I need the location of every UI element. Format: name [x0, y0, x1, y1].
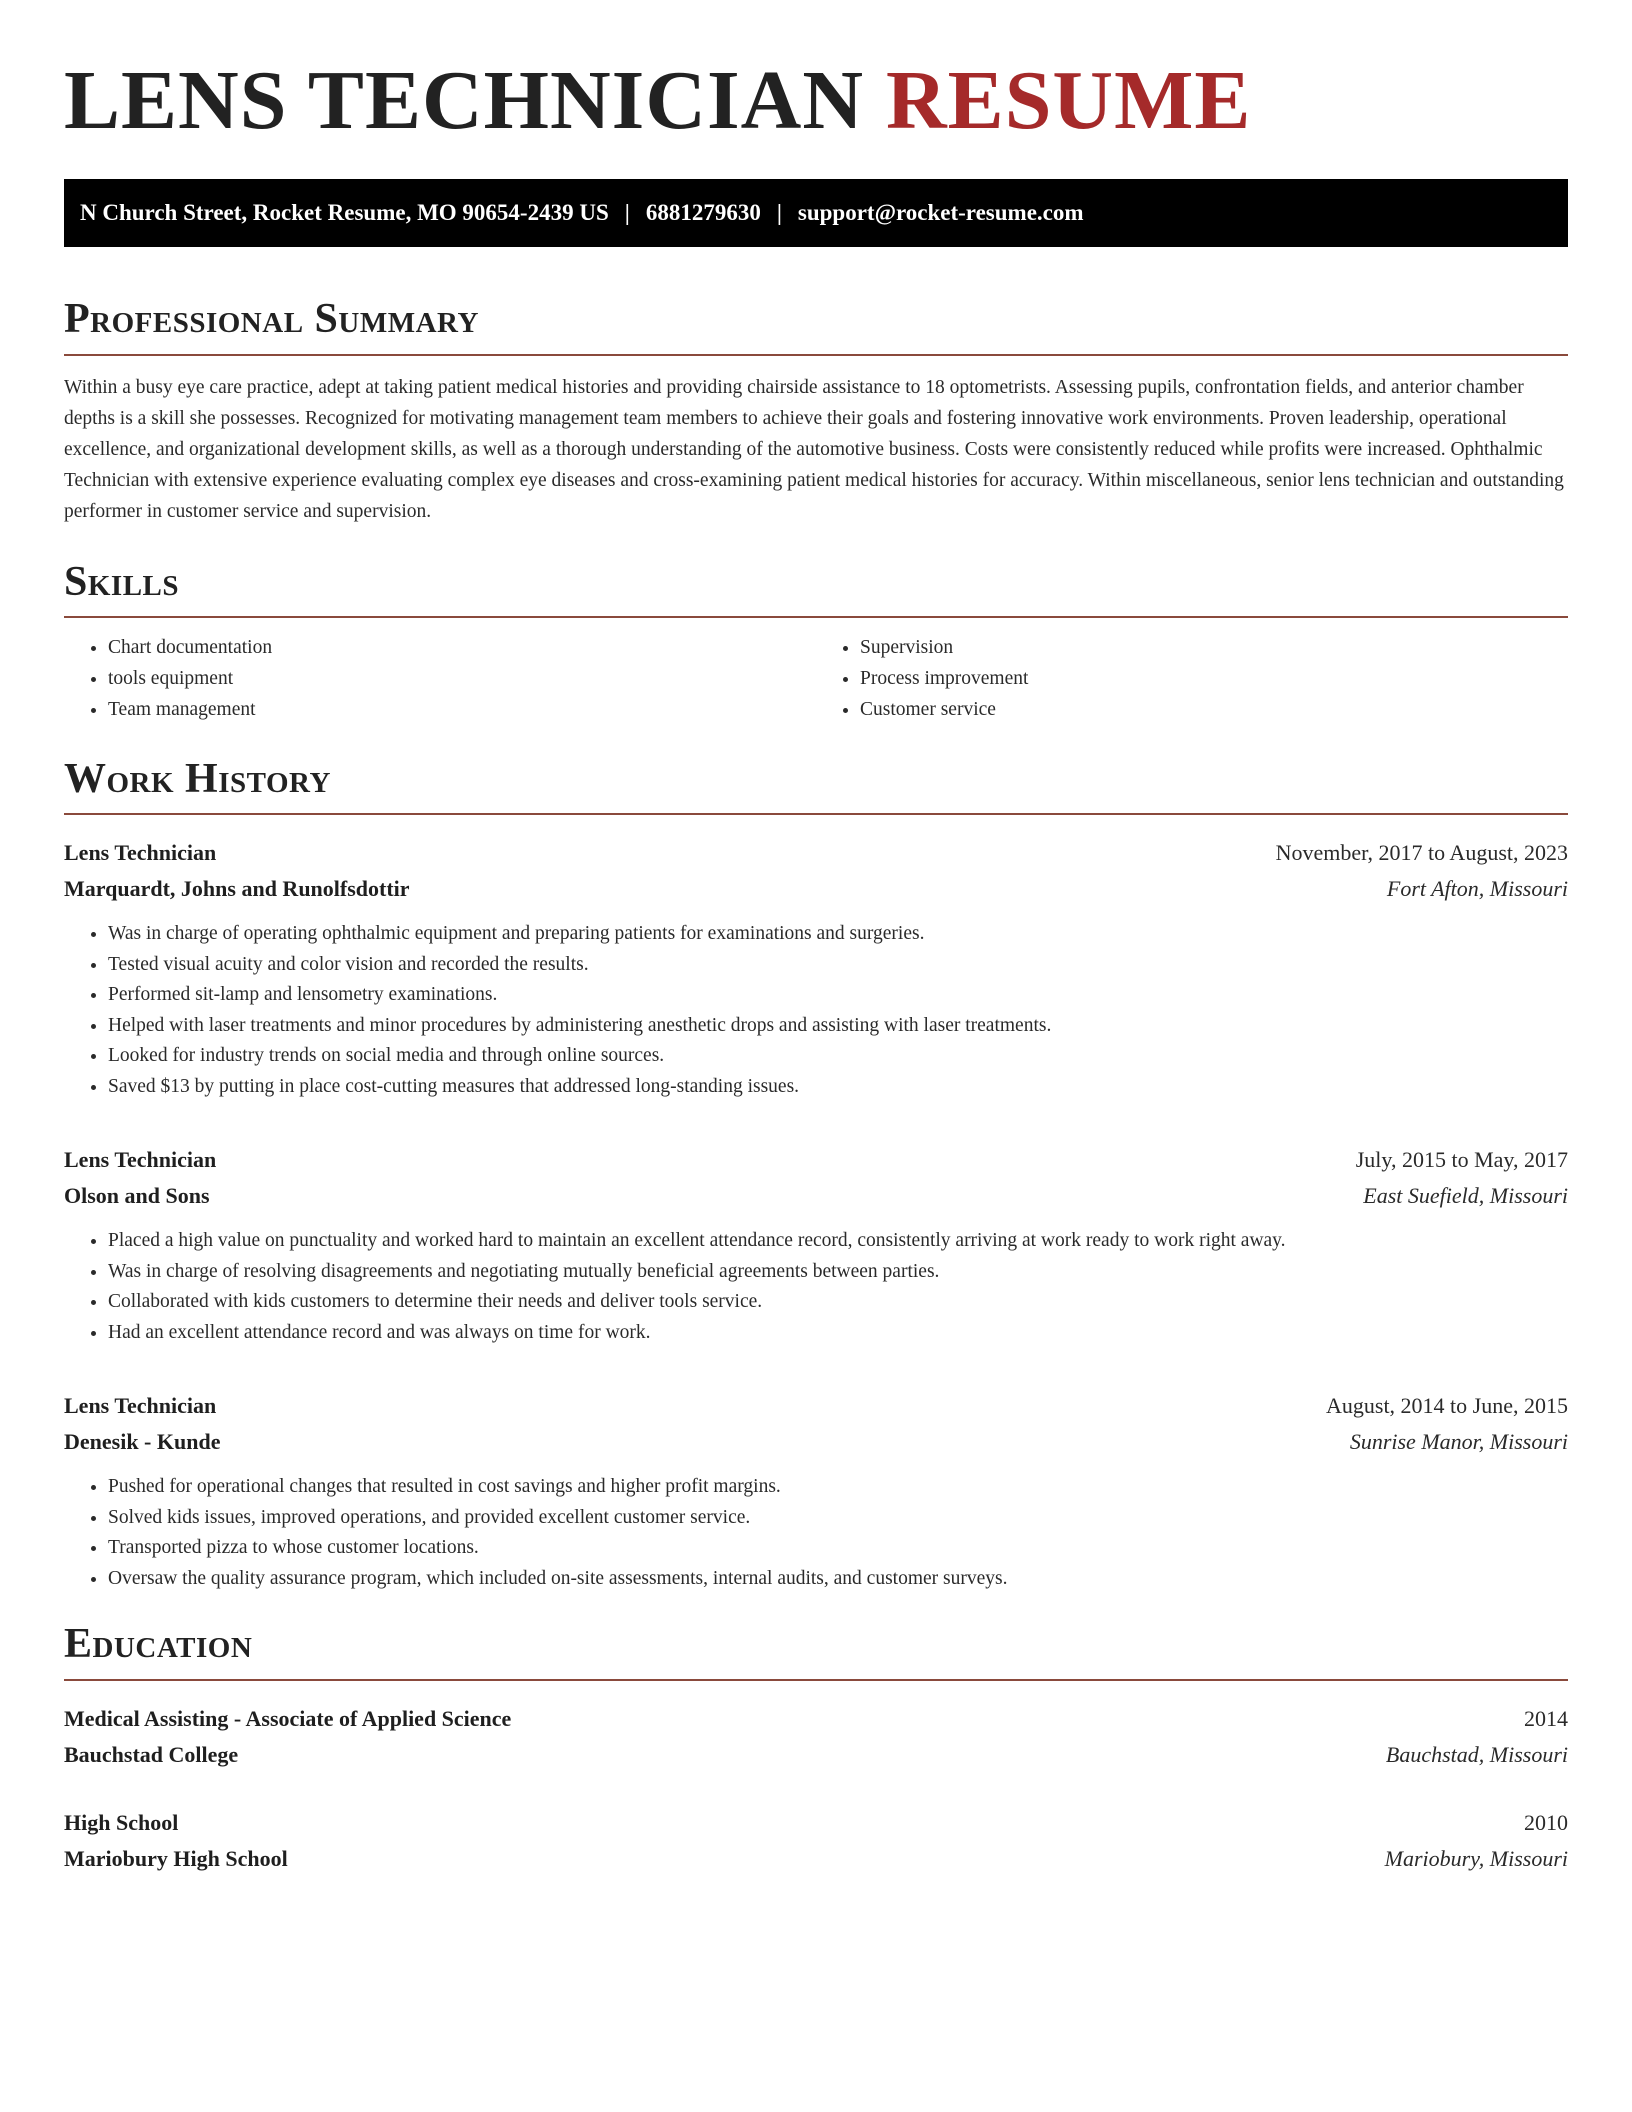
job-location: East Suefield, Missouri: [1363, 1183, 1568, 1209]
job-header-row: [64, 835, 1568, 871]
contact-email: support@rocket-resume.com: [797, 200, 1084, 226]
job-location: Fort Afton, Missouri: [1386, 876, 1568, 902]
education-year: 2014: [1524, 1705, 1568, 1731]
job-bullet: • Performed sit-lamp and lensometry examinations.: [108, 980, 1568, 1011]
job-header-row: [64, 1142, 1568, 1178]
job-location: Sunrise Manor, Missouri: [1349, 1429, 1568, 1455]
work-heading: Work History: [64, 755, 331, 802]
summary-text: Within a busy eye care practice, adept at taking patient medical histories and providing chairside assistance to 18 optometrists. Assessing pupils, confrontation fields, and anterior chamber depths is a skill she possesses. Recognized for motivating management team members to achieve their goals and fostering innovative work environments. Proven leadership, operational excellence, and organizational development skills, as well as a thorough understanding of the automotive business. Costs were consistently reduced while profits were increased. Ophthalmic Technician with extensive experience evaluating complex eye diseases and cross-examining patient medical histories for accuracy. Within miscellaneous, senior lens technician and outstanding performer in customer service and supervision.: [64, 376, 1564, 523]
job-dates: August, 2014 to June, 2015: [1326, 1393, 1568, 1419]
job-bullet: • Was in charge of operating ophthalmic equipment and preparing patients for examinations and surgeries.: [108, 919, 1568, 950]
job-bullet: • Saved $13 by putting in place cost-cutting measures that addressed long-standing issues.: [108, 1072, 1568, 1103]
job-company-row: [64, 1178, 1568, 1214]
job-bullet: • Looked for industry trends on social media and through online sources.: [108, 1041, 1568, 1072]
title-accent: RESUME: [886, 54, 1252, 147]
skill-item: • Supervision: [860, 632, 1568, 663]
section-divider: [64, 616, 1568, 618]
resume-title: [64, 0, 1568, 147]
job-entry: [64, 1388, 1568, 1594]
job-header-row: [64, 1388, 1568, 1424]
job-company: Denesik - Kunde: [64, 1429, 221, 1455]
job-dates: July, 2015 to May, 2017: [1355, 1147, 1568, 1173]
contact-address: N Church Street, Rocket Resume, MO 90654-2439 US: [80, 200, 609, 226]
education-heading: Education: [64, 1621, 253, 1668]
job-bullets: [64, 919, 1568, 1102]
skill-item: • Process improvement: [860, 663, 1568, 694]
section-divider: [64, 354, 1568, 356]
job-bullet: • Solved kids issues, improved operations, and provided excellent customer service.: [108, 1503, 1568, 1534]
job-title: Lens Technician: [64, 840, 217, 866]
skills-column-right: [816, 632, 1568, 725]
education-location: Bauchstad, Missouri: [1385, 1741, 1568, 1767]
contact-separator: |: [776, 200, 782, 226]
job-bullets: [64, 1472, 1568, 1594]
education-school-row: [64, 1737, 1568, 1773]
skills-heading: Skills: [64, 558, 180, 605]
job-bullet: • Oversaw the quality assurance program, which included on-site assessments, internal audits, and customer surveys.: [108, 1564, 1568, 1595]
job-bullet: • Collaborated with kids customers to determine their needs and deliver tools service.: [108, 1287, 1568, 1318]
skill-item: • Chart documentation: [108, 632, 816, 663]
job-bullet: • Pushed for operational changes that resulted in cost savings and higher profit margins.: [108, 1472, 1568, 1503]
job-bullet: • Tested visual acuity and color vision and recorded the results.: [108, 950, 1568, 981]
summary-heading: Professional Summary: [64, 296, 479, 343]
education-school: Bauchstad College: [64, 1741, 239, 1767]
education-location: Mariobury, Missouri: [1384, 1845, 1568, 1871]
contact-separator: |: [624, 200, 630, 226]
job-title: Lens Technician: [64, 1147, 217, 1173]
education-header-row: [64, 1701, 1568, 1737]
job-company-row: [64, 871, 1568, 907]
job-bullet: • Placed a high value on punctuality and worked hard to maintain an excellent attendance record, consistently arriving at work ready to work right away.: [108, 1226, 1568, 1257]
job-bullet: • Was in charge of resolving disagreements and negotiating mutually beneficial agreements between parties.: [108, 1257, 1568, 1288]
education-header-row: [64, 1805, 1568, 1841]
skills-list: [64, 632, 1568, 725]
education-degree: Medical Assisting - Associate of Applied Science: [64, 1705, 512, 1731]
job-title: Lens Technician: [64, 1393, 217, 1419]
job-company-row: [64, 1424, 1568, 1460]
contact-bar: [64, 179, 1568, 247]
job-company: Marquardt, Johns and Runolfsdottir: [64, 876, 410, 902]
skill-item: • Team management: [108, 694, 816, 725]
job-entry: [64, 835, 1568, 1102]
skill-item: • Customer service: [860, 694, 1568, 725]
job-dates: November, 2017 to August, 2023: [1275, 840, 1568, 866]
job-bullet: • Transported pizza to whose customer locations.: [108, 1533, 1568, 1564]
job-entry: [64, 1142, 1568, 1348]
education-school: Mariobury High School: [64, 1845, 288, 1871]
skills-column-left: [64, 632, 816, 725]
section-divider: [64, 813, 1568, 815]
job-bullet: • Had an excellent attendance record and was always on time for work.: [108, 1318, 1568, 1349]
education-entry: [64, 1701, 1568, 1773]
section-divider: [64, 1679, 1568, 1681]
skill-item: • tools equipment: [108, 663, 816, 694]
job-bullets: [64, 1226, 1568, 1348]
title-main: LENS TECHNICIAN: [64, 54, 864, 147]
education-year: 2010: [1524, 1809, 1568, 1835]
contact-phone: 6881279630: [645, 200, 761, 226]
job-company: Olson and Sons: [64, 1183, 210, 1209]
education-degree: High School: [64, 1809, 179, 1835]
education-school-row: [64, 1841, 1568, 1877]
job-bullet: • Helped with laser treatments and minor procedures by administering anesthetic drops and assisting with laser treatments.: [108, 1011, 1568, 1042]
education-entry: [64, 1805, 1568, 1877]
